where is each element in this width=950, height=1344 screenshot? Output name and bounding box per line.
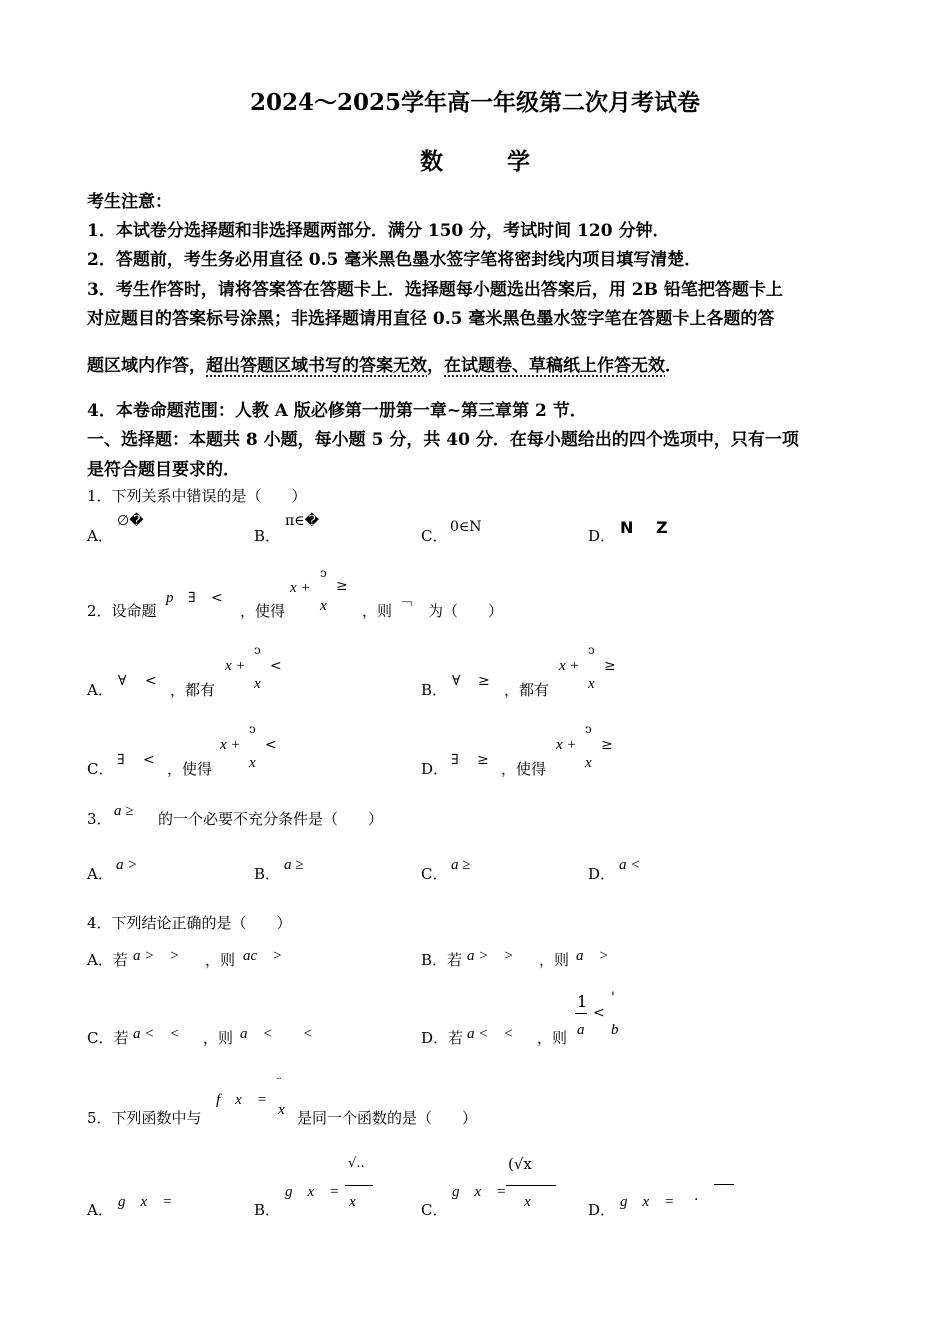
q3-option-a-label: A． — [87, 865, 113, 883]
q5-option-d-math: g x = — [620, 1194, 675, 1210]
q3-option-b-label: B． — [254, 865, 281, 883]
q1-option-b-math: π∈� — [285, 513, 319, 529]
q4-option-d-frac-num: 1 — [577, 992, 588, 1011]
q2-option-d-label: D． — [421, 760, 449, 778]
q5-stem-post: 是同一个函数的是（ ） — [297, 1109, 478, 1127]
q2-frac-den: x — [320, 598, 327, 614]
q2-option-d-rel: ≥ — [477, 752, 489, 768]
q2-option-c-quantifier: ∃ — [117, 752, 125, 768]
q2-option-b-cmp: ≥ — [604, 658, 616, 674]
q2-option-c-den: x — [249, 755, 256, 771]
q2-exists: ∃ — [188, 590, 196, 606]
q2-option-d-den: x — [585, 755, 592, 771]
q5-dots: ¨ — [276, 1076, 282, 1090]
q4-option-c-label: C．若 — [87, 1029, 129, 1047]
q3-option-d-label: D． — [588, 865, 616, 883]
q5-option-b-math: g x = — [285, 1184, 340, 1200]
q5-option-a-math: g x = — [118, 1194, 173, 1210]
q3-condition: a ≥ — [114, 803, 134, 819]
q5-option-c-frac-bar — [506, 1185, 556, 1186]
q1-option-d-set-z: Z — [656, 518, 668, 537]
q4-option-c-conclusion: a < < — [240, 1026, 313, 1042]
notice-line-3a: 3．考生作答时，请将答案答在答题卡上．选择题每小题选出答案后，用 2B 铅笔把答题卡上 — [87, 280, 783, 300]
q2-option-c-label: C． — [87, 760, 114, 778]
q5-stem-pre: 5．下列函数中与 — [87, 1109, 202, 1127]
q5-option-c-label: C． — [421, 1201, 448, 1219]
q2-frac-num: x + — [290, 580, 311, 596]
q2-option-d-cmp: ≥ — [601, 737, 613, 753]
q5-f-def: f x = — [216, 1092, 267, 1108]
q4-stem: 4．下列结论正确的是（ ） — [87, 914, 292, 932]
q1-option-a-label: A． — [87, 527, 113, 545]
q4-option-a-premise: a > > — [133, 948, 180, 964]
q1-option-a-math: ∅� — [117, 513, 144, 529]
q4-option-c-then: ，则 — [203, 1029, 234, 1047]
q2-option-c-num: x + — [220, 737, 241, 753]
q2-stem-pre: 2．设命题 — [87, 602, 157, 620]
q2-frac-sup: ↄ — [320, 566, 327, 580]
q2-option-b-sup: ↄ — [588, 643, 595, 657]
q4-option-d-frac-den: a — [577, 1022, 585, 1038]
q2-option-d-word: ，使得 — [501, 760, 547, 778]
q2-option-c-word: ，使得 — [167, 760, 213, 778]
q5-option-b-radical: √‥ — [348, 1156, 365, 1171]
q2-option-a-num: x + — [225, 658, 246, 674]
notice-emphasis-2: 在试题卷、草稿纸上作答无效 — [444, 356, 665, 376]
section-1-line-a: 一、选择题：本题共 8 小题，每小题 5 分，共 40 分．在每小题给出的四个选项中，只有一项 — [87, 430, 799, 450]
q2-option-c-rel: < — [143, 752, 155, 768]
notice-line-4: 4．本卷命题范围：人教 A 版必修第一册第一章~第三章第 2 节． — [87, 401, 587, 421]
section-1-line-b: 是符合题目要求的． — [87, 460, 240, 480]
q4-option-d-b: b — [611, 1022, 619, 1038]
q1-stem: 1．下列关系中错误的是（ ） — [87, 487, 307, 505]
subject-title: 数 学 — [419, 148, 558, 175]
q2-option-a-cmp: < — [270, 658, 282, 674]
q5-option-b-frac-bar — [345, 1185, 373, 1186]
q4-option-d-then: ，则 — [537, 1029, 568, 1047]
q5-option-c-sqrt: (√x — [508, 1155, 532, 1173]
q3-option-d-math: a < — [619, 857, 641, 873]
notice-heading: 考生注意： — [87, 192, 172, 212]
q4-option-d-frac-bar — [575, 1013, 587, 1014]
exam-title: 2024～2025学年高一年级第二次月考试卷 — [249, 89, 701, 116]
q1-option-c-math: 0∈N — [450, 519, 482, 535]
notice-line-3c-mid: ， — [427, 356, 444, 376]
q4-option-a-label: A．若 — [87, 951, 128, 969]
q4-option-c-premise: a < < — [133, 1026, 180, 1042]
q2-option-b-den: x — [588, 676, 595, 692]
q2-option-d-num: x + — [556, 737, 577, 753]
q3-option-c-label: C． — [421, 865, 448, 883]
q4-option-a-then: ，则 — [205, 951, 236, 969]
q2-option-c-cmp: < — [265, 737, 277, 753]
q3-number: 3． — [87, 810, 112, 828]
q5-option-a-label: A． — [87, 1201, 113, 1219]
q2-option-a-word: ，都有 — [170, 681, 216, 699]
q3-option-b-math: a ≥ — [284, 857, 304, 873]
q2-option-a-label: A． — [87, 681, 113, 699]
q2-option-a-den: x — [254, 676, 261, 692]
q4-option-b-then: ，则 — [539, 951, 570, 969]
q5-option-d-radical-bar — [714, 1184, 734, 1185]
q2-neg: ￢ — [400, 597, 414, 613]
q4-option-b-premise: a > > — [467, 948, 514, 964]
q2-end: 为（ ） — [428, 602, 504, 620]
q2-p: p — [166, 590, 174, 606]
q5-option-d-dot: · — [694, 1192, 699, 1208]
q2-option-d-sup: ↄ — [585, 722, 592, 736]
notice-line-3b: 对应题目的答案标号涂黑；非选择题请用直径 0.5 毫米黑色墨水签字笔在答题卡上各题的答 — [87, 309, 775, 329]
q2-option-b-quantifier: ∀ — [452, 673, 461, 689]
q4-option-d-label: D．若 — [421, 1029, 464, 1047]
q2-option-a-rel: < — [145, 673, 157, 689]
notice-line-3c-end: ． — [665, 356, 682, 376]
q4-option-d-tick: ' — [611, 990, 615, 1006]
q1-option-b-label: B． — [254, 527, 281, 545]
q2-then: ，则 — [362, 602, 393, 620]
q2-mid: ，使得 — [240, 602, 286, 620]
notice-emphasis-1: 超出答题区域书写的答案无效 — [206, 356, 427, 376]
q3-option-c-math: a ≥ — [451, 857, 471, 873]
q4-option-b-conclusion: a > — [576, 948, 609, 964]
q5-x: x — [278, 1102, 285, 1118]
notice-line-1: 1．本试卷分选择题和非选择题两部分．满分 150 分，考试时间 120 分钟． — [87, 221, 670, 241]
q4-option-d-premise: a < < — [467, 1026, 514, 1042]
q2-option-c-sup: ↄ — [249, 722, 256, 736]
notice-line-2: 2．答题前，考生务必用直径 0.5 毫米黑色墨水签字笔将密封线内项目填写清楚． — [87, 250, 702, 270]
q3-stem: 的一个必要不充分条件是（ ） — [158, 810, 384, 828]
q5-option-d-label: D． — [588, 1201, 616, 1219]
q1-option-d-label: D． — [588, 527, 616, 545]
q2-ge: ≥ — [336, 578, 348, 594]
notice-line-3c-pre: 题区域内作答， — [87, 356, 206, 376]
notice-line-3c — [87, 351, 682, 376]
q2-option-a-sup: ↄ — [254, 643, 261, 657]
q5-option-c-math: g x = — [452, 1184, 507, 1200]
q5-option-c-den: x — [524, 1194, 531, 1210]
q4-option-b-label: B．若 — [421, 951, 463, 969]
q2-option-d-quantifier: ∃ — [451, 752, 459, 768]
q2-lt: < — [211, 590, 223, 606]
q2-option-b-rel: ≥ — [478, 673, 490, 689]
q3-option-a-math: a > — [116, 857, 138, 873]
q5-option-b-label: B． — [254, 1201, 281, 1219]
q4-option-d-lt: < — [593, 1005, 605, 1021]
q2-option-b-label: B． — [421, 681, 448, 699]
q1-option-c-label: C． — [421, 527, 448, 545]
q2-option-b-num: x + — [559, 658, 580, 674]
q4-option-a-conclusion: ac > — [243, 948, 283, 964]
q5-option-b-den: x — [349, 1194, 356, 1210]
q1-option-d-set-n: N — [620, 518, 634, 537]
q2-option-b-word: ，都有 — [504, 681, 550, 699]
q2-option-a-quantifier: ∀ — [118, 673, 127, 689]
